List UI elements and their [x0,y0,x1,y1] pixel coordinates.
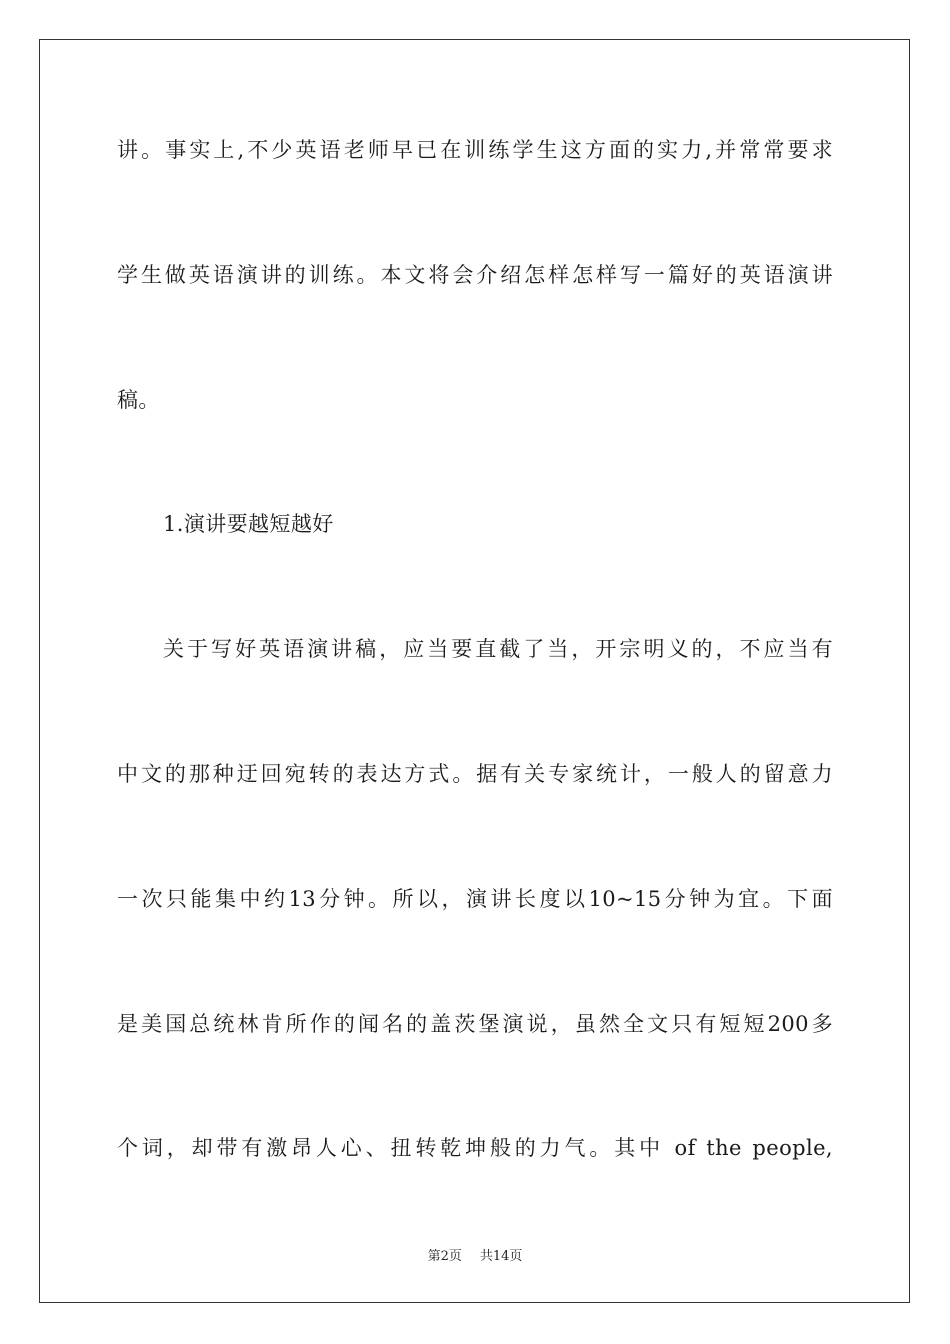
page-total: 共14页 [479,1249,523,1264]
body-line-5: 关于写好英语演讲稿，应当要直截了当，开宗明义的，不应当有 [163,637,833,661]
page-footer [0,1248,950,1266]
body-line-9: 个词，却带有激昂人心、扭转乾坤般的力气。其中 of the people, [117,1136,833,1160]
body-line-3: 稿。 [117,388,160,412]
section-heading: 1.演讲要越短越好 [163,512,334,536]
body-line-8: 是美国总统林肯所作的闻名的盖茨堡演说，虽然全文只有短短200多 [117,1012,833,1036]
body-line-1: 讲。事实上,不少英语老师早已在训练学生这方面的实力,并常常要求 [117,138,833,162]
body-line-2: 学生做英语演讲的训练。本文将会介绍怎样怎样写一篇好的英语演讲 [117,263,833,287]
page-number: 第2页 [427,1249,462,1264]
body-line-6: 中文的那种迂回宛转的表达方式。据有关专家统计，一般人的留意力 [117,762,833,786]
page-frame [39,39,910,1303]
body-line-7: 一次只能集中约13分钟。所以，演讲长度以10~15分钟为宜。下面 [117,887,833,911]
